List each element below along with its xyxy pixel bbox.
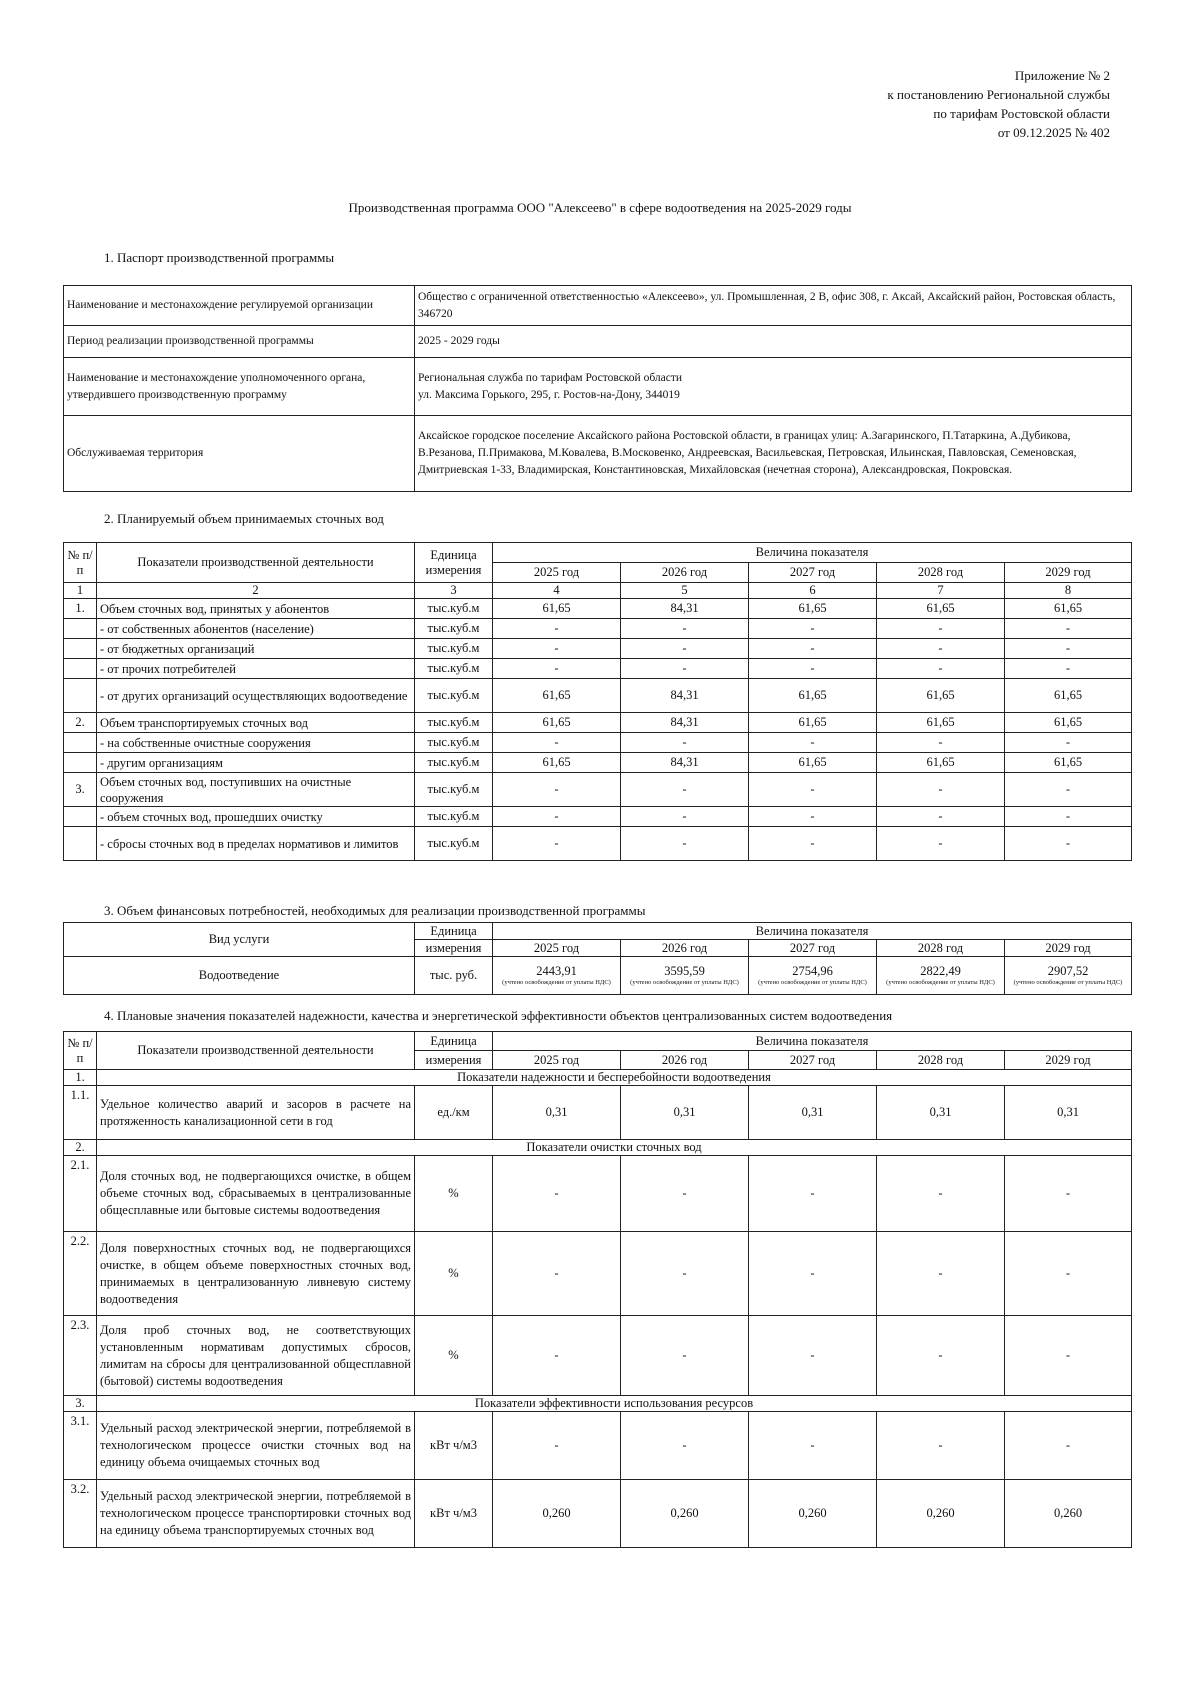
row-value: 61,65 bbox=[749, 753, 877, 773]
row-number: 1.1. bbox=[64, 1086, 97, 1140]
finance-amount: 2822,49 bbox=[920, 964, 961, 978]
row-indicator: - от прочих потребителей bbox=[97, 659, 415, 679]
row-unit: тыс.куб.м bbox=[415, 827, 493, 861]
row-value: - bbox=[493, 773, 621, 807]
row-unit: кВт ч/м3 bbox=[415, 1480, 493, 1548]
row-value: - bbox=[1005, 659, 1132, 679]
section4-title: 4. Плановые значения показателей надежности, качества и энергетической эффективности объектов централизованных систем водоотведения bbox=[104, 1008, 893, 1023]
passport-label: Наименование и местонахождение уполномоченного органа, утвердившего производственную программу bbox=[64, 358, 415, 416]
row-value: 0,260 bbox=[621, 1480, 749, 1548]
row-value: - bbox=[749, 1412, 877, 1480]
volume-table bbox=[63, 542, 1132, 861]
quality-table bbox=[63, 1031, 1132, 1548]
row-value: 61,65 bbox=[877, 713, 1005, 733]
row-value: - bbox=[877, 733, 1005, 753]
appendix-line: Приложение № 2 bbox=[1014, 68, 1110, 83]
row-value: - bbox=[493, 1316, 621, 1396]
passport-value: Общество с ограниченной ответственностью «Алексеево», ул. Промышленная, 2 В, офис 308, г. Аксай, Аксайский район, Ростовская область, 346720 bbox=[415, 286, 1132, 326]
service-name: Водоотведение bbox=[64, 957, 415, 995]
row-value: - bbox=[1005, 619, 1132, 639]
row-value: 0,31 bbox=[877, 1086, 1005, 1140]
passport-label: Период реализации производственной программы bbox=[64, 326, 415, 358]
row-value: - bbox=[493, 1156, 621, 1232]
quality-table-body bbox=[64, 1070, 1132, 1548]
header-unit: Единица bbox=[415, 1032, 493, 1051]
group-title: Показатели очистки сточных вод bbox=[97, 1140, 1132, 1156]
row-number bbox=[64, 827, 97, 861]
column-number: 7 bbox=[877, 583, 1005, 599]
row-value: - bbox=[877, 639, 1005, 659]
section2-title: 2. Планируемый объем принимаемых сточных вод bbox=[104, 511, 384, 526]
row-unit: тыс.куб.м bbox=[415, 659, 493, 679]
row-unit: тыс.куб.м bbox=[415, 807, 493, 827]
row-value: 61,65 bbox=[493, 599, 621, 619]
row-value: 61,65 bbox=[1005, 713, 1132, 733]
row-unit: ед./км bbox=[415, 1086, 493, 1140]
passport-value: Аксайское городское поселение Аксайского района Ростовской области, в границах улиц: А.Загаринского, П.Татаркина, А.Дубикова, В.Резанова, П.Примакова, М.Ковалева, В.Московенко, Андреевская, Васильевская, Петровская, Ильинская, Павловская, Семеновская, Дмитриевская 1-33, Владимирская, Константиновская, Михайловская (нечетная сторона), Александровская, Покровская. bbox=[415, 416, 1132, 492]
row-value: - bbox=[621, 619, 749, 639]
table-row bbox=[64, 1412, 1132, 1480]
row-value: - bbox=[621, 1316, 749, 1396]
year-header: 2028 год bbox=[877, 1051, 1005, 1070]
row-value: - bbox=[1005, 1156, 1132, 1232]
row-value: - bbox=[877, 1316, 1005, 1396]
row-unit: % bbox=[415, 1232, 493, 1316]
row-number: 2. bbox=[64, 713, 97, 733]
row-unit: тыс.куб.м bbox=[415, 773, 493, 807]
row-unit: кВт ч/м3 bbox=[415, 1412, 493, 1480]
row-value: - bbox=[1005, 1412, 1132, 1480]
row-value: - bbox=[749, 659, 877, 679]
row-value: - bbox=[493, 619, 621, 639]
finance-value bbox=[877, 957, 1005, 995]
finance-value bbox=[621, 957, 749, 995]
passport-value bbox=[415, 358, 1132, 416]
year-header: 2029 год bbox=[1005, 1051, 1132, 1070]
year-header: 2028 год bbox=[877, 940, 1005, 957]
table-row bbox=[64, 659, 1132, 679]
row-indicator: Объем сточных вод, принятых у абонентов bbox=[97, 599, 415, 619]
row-value: - bbox=[749, 773, 877, 807]
row-value: 0,260 bbox=[1005, 1480, 1132, 1548]
row-value: 61,65 bbox=[493, 753, 621, 773]
finance-amount: 2907,52 bbox=[1047, 964, 1089, 978]
row-value: - bbox=[877, 827, 1005, 861]
header-indicator: Показатели производственной деятельности bbox=[97, 1032, 415, 1070]
row-value: 0,260 bbox=[493, 1480, 621, 1548]
row-unit: % bbox=[415, 1316, 493, 1396]
row-value: 84,31 bbox=[621, 679, 749, 713]
row-value: - bbox=[749, 639, 877, 659]
column-number: 4 bbox=[493, 583, 621, 599]
document-title: Производственная программа ООО "Алексеево" в сфере водоотведения на 2025-2029 годы bbox=[348, 200, 852, 215]
row-number bbox=[64, 807, 97, 827]
row-value: - bbox=[1005, 773, 1132, 807]
passport-row bbox=[64, 416, 1132, 492]
table-row bbox=[64, 1086, 1132, 1140]
row-value: - bbox=[749, 1232, 877, 1316]
column-number: 6 bbox=[749, 583, 877, 599]
column-number: 5 bbox=[621, 583, 749, 599]
row-indicator: Удельное количество аварий и засоров в расчете на протяженность канализационной сети в год bbox=[97, 1086, 415, 1140]
row-number: 3.1. bbox=[64, 1412, 97, 1480]
year-header: 2025 год bbox=[493, 563, 621, 583]
row-value: - bbox=[621, 1156, 749, 1232]
row-value: 84,31 bbox=[621, 753, 749, 773]
row-indicator: Объем транспортируемых сточных вод bbox=[97, 713, 415, 733]
row-indicator: - от собственных абонентов (население) bbox=[97, 619, 415, 639]
row-value: - bbox=[493, 639, 621, 659]
row-number bbox=[64, 659, 97, 679]
service-unit: тыс. руб. bbox=[415, 957, 493, 995]
row-indicator: - сбросы сточных вод в пределах нормативов и лимитов bbox=[97, 827, 415, 861]
group-row bbox=[64, 1140, 1132, 1156]
row-unit: тыс.куб.м bbox=[415, 639, 493, 659]
table-row bbox=[64, 639, 1132, 659]
header-no: № п/п bbox=[64, 1032, 97, 1070]
row-value: - bbox=[877, 619, 1005, 639]
column-number: 3 bbox=[415, 583, 493, 599]
row-value: 0,260 bbox=[749, 1480, 877, 1548]
row-value: 61,65 bbox=[493, 713, 621, 733]
passport-value-line: ул. Максима Горького, 295, г. Ростов-на-Дону, 344019 bbox=[418, 388, 680, 401]
row-value: - bbox=[749, 807, 877, 827]
vat-note: (учтено освобождение от уплаты НДС) bbox=[502, 979, 611, 986]
passport-table bbox=[63, 285, 1132, 492]
section1-title: 1. Паспорт производственной программы bbox=[104, 250, 335, 265]
year-header: 2027 год bbox=[749, 1051, 877, 1070]
table-row bbox=[64, 599, 1132, 619]
row-unit: тыс.куб.м bbox=[415, 733, 493, 753]
header-row bbox=[64, 923, 1132, 940]
row-indicator: Удельный расход электрической энергии, потребляемой в технологическом процессе транспортировки сточных вод на единицу объема транспортируемых сточных вод bbox=[97, 1480, 415, 1548]
row-indicator: Доля проб сточных вод, не соответствующих установленным нормативам допустимых сбросов, лимитам на сбросы для централизованной общесплавной (бытовой) системы водоотведения bbox=[97, 1316, 415, 1396]
table-row bbox=[64, 807, 1132, 827]
header-value: Величина показателя bbox=[493, 1032, 1132, 1051]
vat-note: (учтено освобождение от уплаты НДС) bbox=[758, 979, 867, 986]
row-value: - bbox=[1005, 1316, 1132, 1396]
year-header: 2027 год bbox=[749, 563, 877, 583]
table-row bbox=[64, 679, 1132, 713]
row-indicator: - на собственные очистные сооружения bbox=[97, 733, 415, 753]
header-service: Вид услуги bbox=[64, 923, 415, 957]
row-indicator: Объем сточных вод, поступивших на очистные сооружения bbox=[97, 773, 415, 807]
row-value: - bbox=[621, 733, 749, 753]
passport-row bbox=[64, 326, 1132, 358]
row-number bbox=[64, 679, 97, 713]
header-row bbox=[64, 543, 1132, 563]
row-number: 3.2. bbox=[64, 1480, 97, 1548]
table-row bbox=[64, 1232, 1132, 1316]
column-number: 2 bbox=[97, 583, 415, 599]
row-value: 84,31 bbox=[621, 599, 749, 619]
year-header: 2026 год bbox=[621, 940, 749, 957]
header-no: № п/п bbox=[64, 543, 97, 583]
row-value: - bbox=[621, 773, 749, 807]
row-value: - bbox=[877, 659, 1005, 679]
row-indicator: - объем сточных вод, прошедших очистку bbox=[97, 807, 415, 827]
row-value: - bbox=[621, 659, 749, 679]
header-row bbox=[64, 1032, 1132, 1051]
row-unit: тыс.куб.м bbox=[415, 599, 493, 619]
row-value: - bbox=[1005, 827, 1132, 861]
row-value: - bbox=[1005, 639, 1132, 659]
appendix-line: к постановлению Региональной службы bbox=[887, 87, 1110, 102]
row-indicator: Удельный расход электрической энергии, потребляемой в технологическом процессе очистки сточных вод на единицу объема очищаемых сточных вод bbox=[97, 1412, 415, 1480]
row-value: - bbox=[493, 659, 621, 679]
row-value: 0,31 bbox=[1005, 1086, 1132, 1140]
row-unit: % bbox=[415, 1156, 493, 1232]
group-number: 1. bbox=[64, 1070, 97, 1086]
row-value: - bbox=[749, 827, 877, 861]
row-value: 61,65 bbox=[749, 713, 877, 733]
row-value: - bbox=[493, 1232, 621, 1316]
appendix-line: от 09.12.2025 № 402 bbox=[997, 125, 1110, 140]
row-value: - bbox=[877, 807, 1005, 827]
row-value: - bbox=[877, 1156, 1005, 1232]
row-number: 2.2. bbox=[64, 1232, 97, 1316]
column-number: 8 bbox=[1005, 583, 1132, 599]
year-header: 2026 год bbox=[621, 563, 749, 583]
row-value: - bbox=[621, 1412, 749, 1480]
table-row bbox=[64, 773, 1132, 807]
section3-title: 3. Объем финансовых потребностей, необходимых для реализации производственной программы bbox=[104, 903, 646, 918]
row-indicator: Доля поверхностных сточных вод, не подвергающихся очистке, в общем объеме поверхностных сточных вод, принимаемых в централизованную ливневую систему водоотведения bbox=[97, 1232, 415, 1316]
row-indicator: Доля сточных вод, не подвергающихся очистке, в общем объеме сточных вод, сбрасываемых в централизованные общесплавные или бытовые системы водоотведения bbox=[97, 1156, 415, 1232]
volume-table-body bbox=[64, 599, 1132, 861]
row-value: - bbox=[749, 1316, 877, 1396]
header-indicator: Показатели производственной деятельности bbox=[97, 543, 415, 583]
row-number: 2.1. bbox=[64, 1156, 97, 1232]
finance-value bbox=[1005, 957, 1132, 995]
row-value: - bbox=[493, 733, 621, 753]
year-header: 2027 год bbox=[749, 940, 877, 957]
table-row bbox=[64, 619, 1132, 639]
row-value: 61,65 bbox=[493, 679, 621, 713]
row-number bbox=[64, 733, 97, 753]
passport-label: Обслуживаемая территория bbox=[64, 416, 415, 492]
row-number: 3. bbox=[64, 773, 97, 807]
passport-row bbox=[64, 286, 1132, 326]
row-value: - bbox=[493, 807, 621, 827]
table-row bbox=[64, 1480, 1132, 1548]
finance-amount: 2754,96 bbox=[792, 964, 833, 978]
row-indicator: - от бюджетных организаций bbox=[97, 639, 415, 659]
row-value: - bbox=[621, 807, 749, 827]
table-row bbox=[64, 753, 1132, 773]
row-value: - bbox=[1005, 807, 1132, 827]
group-row bbox=[64, 1070, 1132, 1086]
row-number bbox=[64, 753, 97, 773]
row-value: 61,65 bbox=[749, 599, 877, 619]
vat-note: (учтено освобождение от уплаты НДС) bbox=[886, 979, 995, 986]
row-unit: тыс.куб.м bbox=[415, 713, 493, 733]
row-value: - bbox=[621, 1232, 749, 1316]
row-unit: тыс.куб.м bbox=[415, 619, 493, 639]
row-unit: тыс.куб.м bbox=[415, 679, 493, 713]
vat-note: (учтено освобождение от уплаты НДС) bbox=[630, 979, 739, 986]
row-value: 0,260 bbox=[877, 1480, 1005, 1548]
header-unit: измерения bbox=[415, 1051, 493, 1070]
column-number: 1 bbox=[64, 583, 97, 599]
table-row bbox=[64, 1316, 1132, 1396]
finance-table bbox=[63, 922, 1132, 995]
header-value: Величина показателя bbox=[493, 543, 1132, 563]
passport-label: Наименование и местонахождение регулируемой организации bbox=[64, 286, 415, 326]
year-header: 2026 год bbox=[621, 1051, 749, 1070]
row-indicator: - от других организаций осуществляющих водоотведение bbox=[97, 679, 415, 713]
row-number: 2.3. bbox=[64, 1316, 97, 1396]
row-value: 0,31 bbox=[493, 1086, 621, 1140]
row-number bbox=[64, 619, 97, 639]
appendix-line: по тарифам Ростовской области bbox=[933, 106, 1110, 121]
row-value: - bbox=[749, 619, 877, 639]
finance-value bbox=[749, 957, 877, 995]
row-value: 61,65 bbox=[1005, 599, 1132, 619]
table-row bbox=[64, 713, 1132, 733]
row-value: - bbox=[621, 827, 749, 861]
passport-row bbox=[64, 358, 1132, 416]
header-unit: Единица bbox=[415, 923, 493, 940]
header-unit: Единица измерения bbox=[415, 543, 493, 583]
row-value: - bbox=[749, 733, 877, 753]
column-number-row bbox=[64, 583, 1132, 599]
row-value: - bbox=[1005, 1232, 1132, 1316]
year-header: 2028 год bbox=[877, 563, 1005, 583]
row-unit: тыс.куб.м bbox=[415, 753, 493, 773]
row-value: 0,31 bbox=[621, 1086, 749, 1140]
group-row bbox=[64, 1396, 1132, 1412]
table-row bbox=[64, 1156, 1132, 1232]
row-value: 61,65 bbox=[749, 679, 877, 713]
row-value: 61,65 bbox=[877, 679, 1005, 713]
passport-value: 2025 - 2029 годы bbox=[415, 326, 1132, 358]
row-value: - bbox=[877, 1412, 1005, 1480]
appendix-header bbox=[887, 66, 1110, 142]
row-number: 1. bbox=[64, 599, 97, 619]
row-value: - bbox=[877, 773, 1005, 807]
row-value: - bbox=[749, 1156, 877, 1232]
row-value: 0,31 bbox=[749, 1086, 877, 1140]
table-row bbox=[64, 733, 1132, 753]
row-value: - bbox=[877, 1232, 1005, 1316]
header-unit: измерения bbox=[415, 940, 493, 957]
finance-row bbox=[64, 957, 1132, 995]
row-value: - bbox=[493, 1412, 621, 1480]
row-indicator: - другим организациям bbox=[97, 753, 415, 773]
row-value: 61,65 bbox=[1005, 753, 1132, 773]
row-value: 84,31 bbox=[621, 713, 749, 733]
year-header: 2029 год bbox=[1005, 563, 1132, 583]
row-number bbox=[64, 639, 97, 659]
table-row bbox=[64, 827, 1132, 861]
finance-amount: 3595,59 bbox=[664, 964, 705, 978]
finance-amount: 2443,91 bbox=[536, 964, 577, 978]
group-number: 3. bbox=[64, 1396, 97, 1412]
year-header: 2025 год bbox=[493, 1051, 621, 1070]
group-number: 2. bbox=[64, 1140, 97, 1156]
group-title: Показатели эффективности использования ресурсов bbox=[97, 1396, 1132, 1412]
row-value: 61,65 bbox=[877, 599, 1005, 619]
row-value: - bbox=[621, 639, 749, 659]
row-value: - bbox=[493, 827, 621, 861]
header-value: Величина показателя bbox=[493, 923, 1132, 940]
row-value: 61,65 bbox=[1005, 679, 1132, 713]
passport-value-line: Региональная служба по тарифам Ростовской области bbox=[418, 371, 683, 384]
year-header: 2029 год bbox=[1005, 940, 1132, 957]
row-value: 61,65 bbox=[877, 753, 1005, 773]
vat-note: (учтено освобождение от уплаты НДС) bbox=[1013, 979, 1123, 986]
finance-value bbox=[493, 957, 621, 995]
group-title: Показатели надежности и бесперебойности водоотведения bbox=[97, 1070, 1132, 1086]
row-value: - bbox=[1005, 733, 1132, 753]
year-header: 2025 год bbox=[493, 940, 621, 957]
